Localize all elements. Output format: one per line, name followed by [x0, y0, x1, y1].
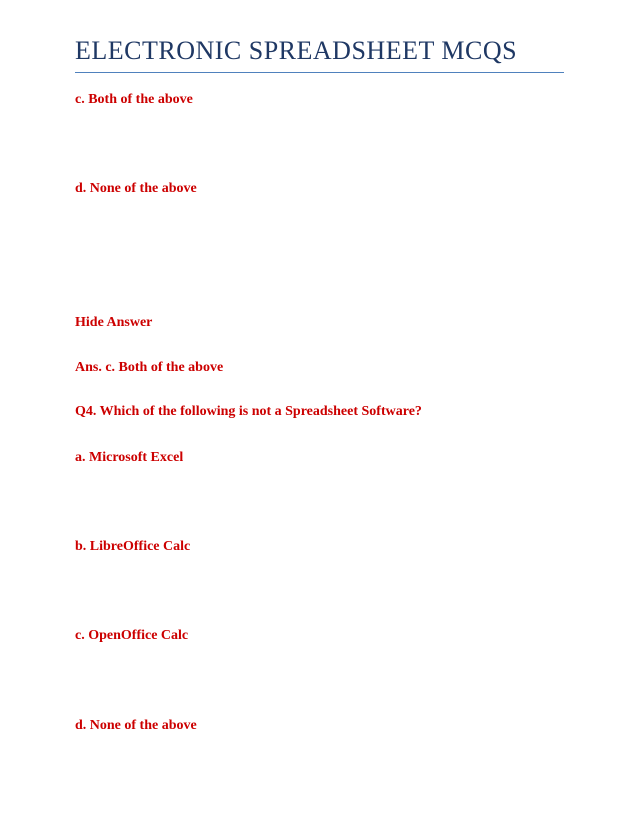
page-title: ELECTRONIC SPREADSHEET MCQS: [75, 36, 518, 65]
answer-text: Ans. c. Both of the above: [75, 360, 224, 375]
option-a: a. Microsoft Excel: [75, 450, 184, 465]
option-b: b. LibreOffice Calc: [75, 539, 191, 554]
question-q4: Q4. Which of the following is not a Spreadsheet Software?: [75, 404, 422, 419]
option-c-previous: c. Both of the above: [75, 92, 193, 107]
option-d: d. None of the above: [75, 718, 197, 733]
option-c: c. OpenOffice Calc: [75, 628, 189, 643]
header-divider: [75, 72, 564, 73]
option-d-previous: d. None of the above: [75, 181, 197, 196]
hide-answer-link[interactable]: Hide Answer: [75, 315, 153, 330]
